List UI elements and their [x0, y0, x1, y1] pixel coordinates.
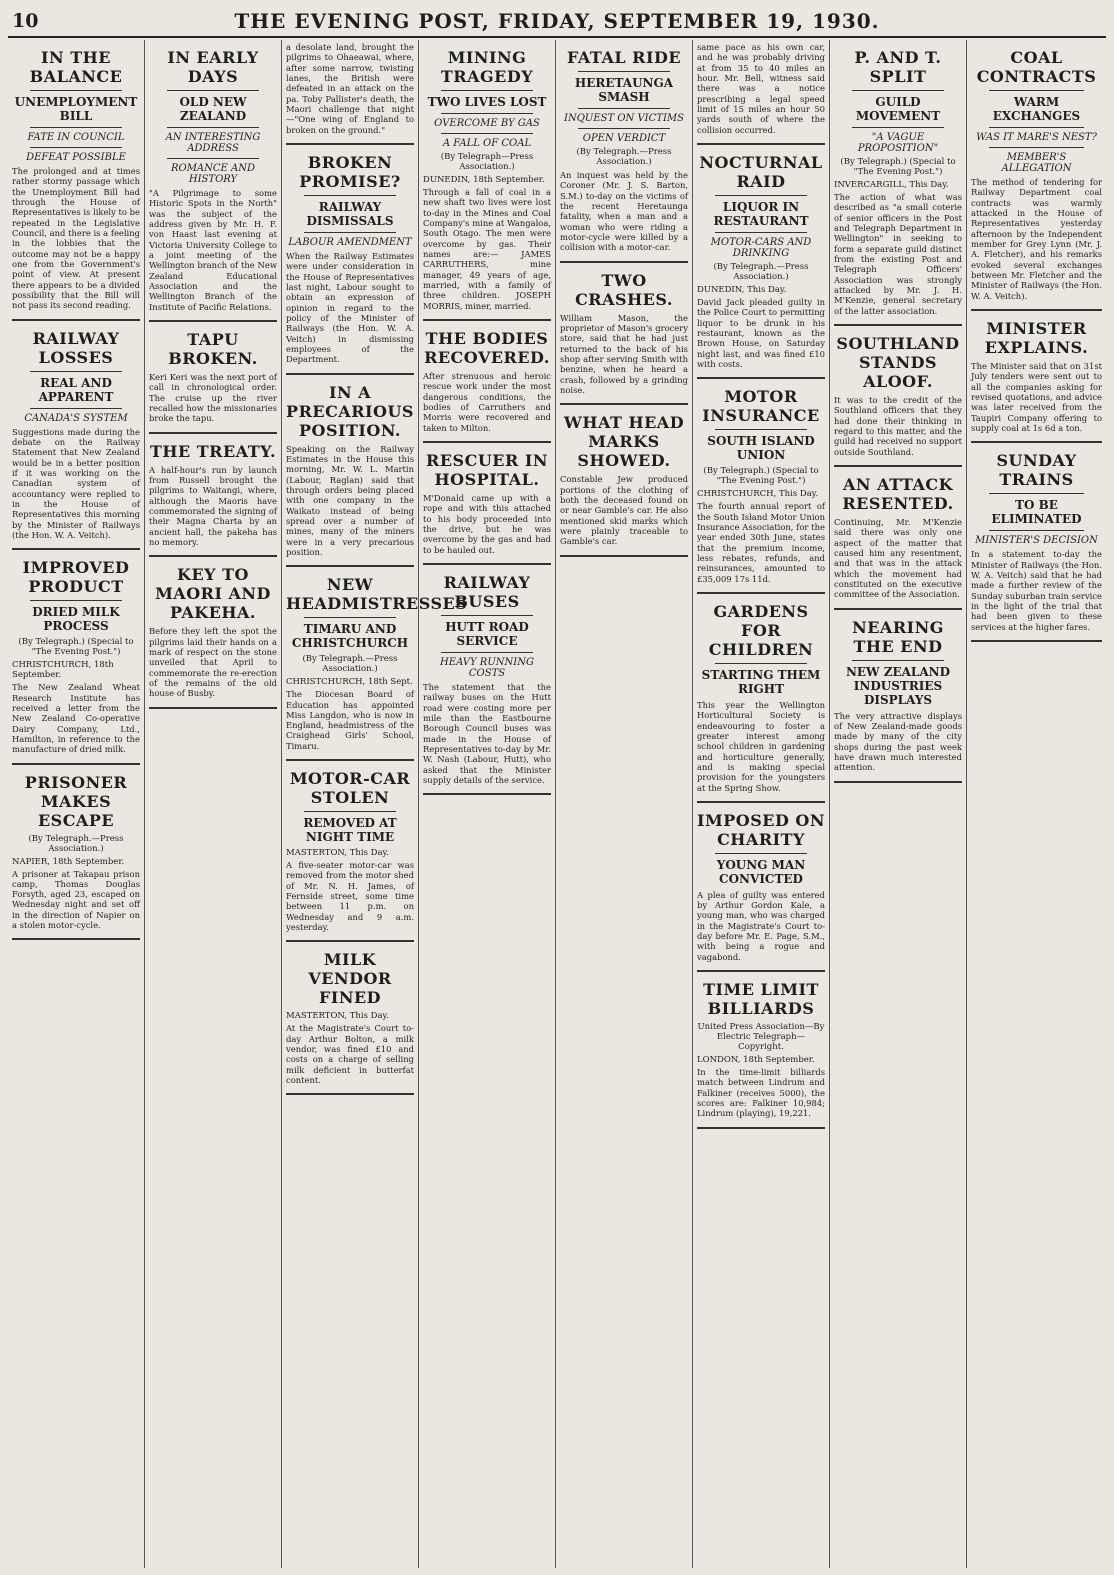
- article-body: Suggestions made during the debate on the Railway Statement that New Zealand would be in a better position if it was working on the Canadian system of accountancy were replied to in the House of Representatives this morning by the Minister of Railways (the Hon. W. A. Veitch).: [12, 426, 140, 540]
- heading-rule: [578, 108, 670, 109]
- article-body: The Minister said that on 31st July tenders were sent out to all the companies asking for revised quotations, and advice was later received from the Taupiri Company offering to supply coal at 1s 6d a ton.: [971, 360, 1102, 433]
- article-subheadline: OLD NEW ZEALAND: [179, 95, 247, 123]
- article-divider: [971, 640, 1102, 642]
- article-headline: NEARING THE END: [852, 617, 944, 656]
- article-divider: [286, 940, 414, 942]
- newspaper-column: [281, 40, 468, 1568]
- article-subheadline: FATE IN COUNCIL: [27, 132, 125, 143]
- article-divider: [834, 324, 962, 326]
- article: [12, 329, 140, 551]
- article: [834, 475, 962, 610]
- article: [149, 442, 277, 558]
- article-divider: [149, 432, 277, 434]
- article: [149, 48, 277, 322]
- article-headline: MINISTER EXPLAINS.: [984, 318, 1089, 357]
- article-headline: MOTOR INSURANCE: [702, 387, 820, 426]
- article-body: Constable Jew produced portions of the clothing of both the deceased found on or near Gamble's car. He also mentioned skid marks which were plainly traceable to Gamble's car.: [560, 474, 688, 547]
- article: [423, 329, 551, 443]
- article-subheadline: TWO LIVES LOST: [427, 95, 547, 109]
- article-headline: PRISONER MAKES ESCAPE: [24, 772, 128, 830]
- article: [286, 42, 414, 145]
- article: [423, 573, 551, 795]
- article-body: The statement that the railway buses on the Hutt road were costing more per mile than the Eastbourne Borough Council buses was made in the House of Representatives to-day by Mr. W. Nash (Labour, Hutt), who asked that the Minister supply details of the service.: [423, 681, 551, 785]
- article: [286, 383, 414, 568]
- article-headline: AN ATTACK RESENTED.: [842, 474, 954, 513]
- article-headline: COAL CONTRACTS: [976, 48, 1097, 86]
- article-body: A five-seater motor-car was removed from the motor shed of Mr. N. H. James, of Fernside street, some time between 11 p.m. on Wednesday and 9 a.m. yesterday.: [286, 860, 414, 933]
- article-divider: [697, 970, 825, 972]
- article: [12, 773, 140, 941]
- article-body: Speaking on the Railway Estimates in the House this morning, Mr. W. L. Martin (Labour, Raglan) said that through orders being placed with one company in the Waikato instead of being spread over a number of mines, many of the miners were in a very precarious position.: [286, 443, 414, 557]
- heading-rule: [30, 600, 122, 601]
- article-subheadline: TIMARU AND CHRISTCHURCH: [291, 622, 409, 651]
- article: [12, 48, 140, 321]
- article-headline: SUNDAY TRAINS: [996, 451, 1077, 490]
- article-subheadline: SOUTH ISLAND UNION: [707, 434, 815, 463]
- article-subheadline: INQUEST ON VICTIMS: [564, 113, 684, 124]
- article-body: When the Railway Estimates were under consideration in the House of Representatives last night, Labour sought to obtain an expression of opinion in regard to the policy of the Minister of Railways (the Hon. W. A. Veitch) in dismissing employees of the Department.: [286, 250, 414, 365]
- article-subheadline: OVERCOME BY GAS: [434, 118, 540, 129]
- heading-rule: [30, 408, 122, 409]
- article-headline: IMPROVED PRODUCT: [22, 558, 130, 597]
- article-headline: GARDENS FOR CHILDREN: [708, 601, 814, 659]
- article-subheadline: UNEMPLOYMENT BILL: [14, 95, 138, 123]
- article-dateline: DUNEDIN, 18th September.: [423, 175, 545, 185]
- article-divider: [423, 793, 551, 795]
- heading-rule: [715, 195, 807, 196]
- article-body: In the time-limit billiards match between Lindrum and Falkiner (receives 5000), the scores are: Falkiner 10,984; Lindrum (playing), 19,221.: [697, 1067, 825, 1119]
- article-divider: [697, 1127, 825, 1129]
- article-divider: [149, 320, 277, 322]
- article: [149, 565, 277, 708]
- heading-rule: [715, 663, 807, 664]
- article: [697, 387, 825, 594]
- article-subheadline: HERETAUNGA SMASH: [574, 76, 674, 104]
- article-subheadline: YOUNG MAN CONVICTED: [716, 857, 806, 886]
- article-subheadline: CANADA'S SYSTEM: [24, 412, 128, 424]
- article-subheadline: DRIED MILK PROCESS: [32, 605, 120, 634]
- heading-rule: [441, 113, 533, 114]
- article-dateline: CHRISTCHURCH, 18th Sept.: [286, 677, 413, 688]
- article-divider: [834, 465, 962, 467]
- article-headline: NOCTURNAL RAID: [699, 152, 823, 191]
- article-body: An inquest was held by the Coroner (Mr. J. S. Barton, S.M.) to-day on the victims of the recent Heretaunga fatality, when a man and a woman who were riding a motor-cycle were killed by a collision with a motor-car.: [560, 170, 688, 253]
- article-body: Through a fall of coal in a new shaft two lives were lost to-day in the Mines and Coal Company's mine at Wangaloa, South Otago. The men were overcome by gas. Their names are:— JAMES CARRUTHERS, mine manager, 49 years of age, married, with a family of three children. JOSEPH MORRIS, miner, married.: [423, 187, 551, 311]
- heading-rule: [441, 133, 533, 134]
- article: [697, 980, 825, 1129]
- article-divider: [286, 1093, 414, 1095]
- article-divider: [697, 143, 825, 145]
- heading-rule: [715, 853, 807, 854]
- article-headline: KEY TO MAORI AND PAKEHA.: [155, 565, 271, 623]
- article-divider: [697, 592, 825, 594]
- article-headline: NEW HEADMISTRESSES: [286, 575, 468, 614]
- article-headline: IMPOSED ON CHARITY: [697, 810, 825, 849]
- article-byline: (By Telegraph—Press Association.): [440, 152, 534, 172]
- article-body: A half-hour's run by launch from Russell brought the pilgrims to Waitangi, where, although the Maoris have commemorated the signing of their Magna Charta by an ancient hall, the pakeha has no memory.: [149, 464, 277, 547]
- article: [697, 42, 825, 145]
- article-body: Continuing, Mr. M'Kenzie said there was only one aspect of the matter that caused him any resentment, and that was in the attack which the movement had constituted on the executive committee of the Association.: [834, 516, 962, 600]
- article: [971, 451, 1102, 642]
- article-headline: WHAT HEAD MARKS SHOWED.: [563, 413, 685, 471]
- article-divider: [286, 143, 414, 145]
- article: [834, 48, 962, 326]
- article-dateline: CHRISTCHURCH, 18th September.: [12, 660, 114, 681]
- article-body: In a statement to-day the Minister of Railways (the Hon. W. A. Veitch) said that he had made a further review of the Sunday suburban train service in the light of the trial that had been given to these services at the higher fares.: [971, 549, 1102, 632]
- article: [286, 950, 414, 1095]
- heading-rule: [304, 195, 396, 196]
- article-subheadline: NEW ZEALAND INDUSTRIES DISPLAYS: [845, 664, 951, 707]
- article: [423, 451, 551, 565]
- article-subheadline: LIQUOR IN RESTAURANT: [713, 199, 809, 228]
- article-body: David Jack pleaded guilty in the Police Court to permitting liquor to be drunk in his restaurant, known as the Brown House, on Saturday night last, and was fined £10 with costs.: [697, 296, 825, 369]
- article-body: A plea of guilty was entered by Arthur Gordon Kale, a young man, who was charged in the Magistrate's Court to-day before Mr. E. Page, S.M., with being a rogue and vagabond.: [697, 889, 825, 962]
- article-subheadline: DEFEAT POSSIBLE: [26, 152, 126, 163]
- article: [12, 558, 140, 764]
- article-headline: FATAL RIDE: [566, 48, 682, 67]
- article: [834, 334, 962, 467]
- article-headline: RAILWAY LOSSES: [32, 328, 120, 367]
- heading-rule: [30, 90, 122, 91]
- article-headline: SOUTHLAND STANDS ALOOF.: [836, 333, 960, 391]
- article: [560, 48, 688, 263]
- article: [560, 271, 688, 406]
- article-subheadline: REMOVED AT NIGHT TIME: [303, 816, 397, 845]
- article-body: The fourth annual report of the South Island Motor Union Insurance Association, for the year ended 30th June, states that the premium income, less rebates, refunds, and reinsurances, amounted to £35,009 17s 11d.: [697, 501, 825, 584]
- article-body: Keri Keri was the next port of call in chronological order. The cruise up the river recalled how the missionaries broke the tapu.: [149, 371, 277, 424]
- article-divider: [12, 938, 140, 940]
- article-divider: [149, 707, 277, 709]
- article-headline: IN THE BALANCE: [29, 48, 123, 86]
- article-body: The method of tendering for Railway Department coal contracts was warmly attacked in the House of Representatives yesterday afternoon by the Independent member for Grey Lynn (Mr. J. A. Fletcher), and his remarks evoked several exchanges between Mr. Fletcher and the Minister of Railways (the Hon. W. A. Veitch).: [971, 177, 1102, 301]
- article-subheadline: "A VAGUE PROPOSITION": [857, 132, 939, 154]
- masthead: [8, 6, 1106, 38]
- article-subheadline: ROMANCE AND HISTORY: [170, 163, 256, 185]
- article: [286, 575, 468, 761]
- article-headline: MINING TRAGEDY: [440, 48, 534, 86]
- heading-rule: [989, 90, 1084, 91]
- heading-rule: [852, 127, 944, 128]
- article-body: Before they left the spot the pilgrims laid their hands on a mark of respect on the stone unveiled that April to commemorate the re-erection of the remains of the old house of Busby.: [149, 626, 277, 699]
- article-body: After strenuous and heroic rescue work under the most dangerous conditions, the bodies of Carruthers and Morris were recovered and taken to Milton.: [423, 370, 551, 433]
- article-byline: (By Telegraph.—Press Association.): [576, 147, 672, 167]
- article-byline: (By Telegraph.—Press Association.): [302, 654, 398, 675]
- article-headline: RAILWAY BUSES: [443, 572, 531, 611]
- article-divider: [834, 781, 962, 783]
- article-divider: [971, 441, 1102, 443]
- article-headline: TAPU BROKEN.: [168, 329, 258, 368]
- article-divider: [286, 759, 414, 761]
- article: [286, 153, 414, 375]
- article-headline: MOTOR-CAR STOLEN: [289, 769, 411, 808]
- article-subheadline: RAILWAY DISMISSALS: [306, 199, 394, 228]
- article-divider: [12, 548, 140, 550]
- article-headline: IN EARLY DAYS: [167, 48, 259, 86]
- heading-rule: [167, 127, 259, 128]
- article-dateline: LONDON, 18th September.: [697, 1055, 815, 1066]
- heading-rule: [715, 232, 807, 233]
- article-byline: (By Telegraph.—Press Association.): [713, 261, 809, 282]
- article: [560, 413, 688, 556]
- heading-rule: [989, 493, 1084, 494]
- article-headline: MILK VENDOR FINED: [308, 950, 392, 1008]
- article-body: At the Magistrate's Court to-day Arthur Bolton, a milk vendor, was fined £10 and costs on a charge of selling milk deficient in butterfat content.: [286, 1023, 414, 1086]
- heading-rule: [715, 429, 807, 430]
- heading-rule: [989, 147, 1084, 148]
- article-divider: [423, 563, 551, 565]
- article-byline: United Press Association—By Electric Telegraph—Copyright.: [697, 1022, 825, 1053]
- newspaper-column: [418, 40, 555, 1568]
- article-subheadline: GUILD MOVEMENT: [855, 95, 941, 123]
- article: [971, 319, 1102, 443]
- heading-rule: [578, 71, 670, 72]
- article-subheadline: STARTING THEM RIGHT: [701, 667, 821, 696]
- newspaper-column: [555, 40, 692, 1568]
- article-subheadline: AN INTERESTING ADDRESS: [165, 132, 261, 154]
- article-body: a desolate land, brought the pilgrims to Ohaeawai, where, after some narrow, twisting lanes, the British were defeated in an attack on the pa. Toby Pallister's death, the Maori challenge that night—"One wing of England to broken on the ground.": [286, 42, 414, 135]
- heading-rule: [30, 127, 122, 128]
- article-divider: [697, 377, 825, 379]
- article-divider: [149, 555, 277, 557]
- newspaper-column: [692, 40, 829, 1568]
- heading-rule: [441, 615, 533, 616]
- article: [697, 811, 825, 972]
- article-divider: [834, 608, 962, 610]
- article-divider: [697, 801, 825, 803]
- newspaper-title: THE EVENING POST, FRIDAY, SEPTEMBER 19, 1930.: [234, 9, 880, 33]
- article-body: The Diocesan Board of Education has appointed Miss Langdon, who is now in England, headmistress of the Craighead Girls' School, Timaru.: [286, 689, 414, 751]
- newspaper-columns: [8, 40, 1106, 1568]
- heading-rule: [30, 371, 122, 372]
- article-subheadline: WAS IT MARE'S NEST?: [976, 132, 1097, 143]
- heading-rule: [441, 652, 533, 653]
- article: [423, 48, 551, 321]
- newspaper-column: [829, 40, 966, 1568]
- article-headline: THE BODIES RECOVERED.: [424, 328, 550, 367]
- article-subheadline: OPEN VERDICT: [582, 133, 666, 144]
- article-body: The prolonged and at times rather stormy passage which the Unemployment Bill had through the House of Representatives is likely to be repeated in the Legislative Council, and there is a feeling in the lobbies that the outcome may not be a happy one from the Government's point of view. At present there appears to be a divided possibility that the Bill will not pass its second reading.: [12, 166, 140, 311]
- article-subheadline: MEMBER'S ALLEGATION: [1001, 152, 1072, 174]
- page-number: 10: [12, 10, 39, 32]
- article-headline: THE TREATY.: [149, 441, 277, 461]
- article-body: A prisoner at Takapau prison camp, Thomas Douglas Forsyth, aged 23, escaped on Wednesday night and set off in the direction of Napier on a stolen motor-cycle.: [12, 868, 140, 931]
- article-subheadline: A FALL OF COAL: [442, 138, 532, 149]
- heading-rule: [989, 530, 1084, 531]
- article-subheadline: HEAVY RUNNING COSTS: [440, 656, 534, 679]
- article-body: The very attractive displays of New Zealand-made goods made by many of the city shops during the past week have drawn much interested attention.: [834, 710, 962, 773]
- article-divider: [286, 565, 414, 567]
- article-byline: (By Telegraph.) (Special to "The Evening Post."): [703, 466, 819, 487]
- article-subheadline: HUTT ROAD SERVICE: [445, 619, 529, 648]
- newspaper-column: [144, 40, 281, 1568]
- article-body: William Mason, the proprietor of Mason's grocery store, said that he had just returned to the back of his shop after serving Smith with benzine, when he heard a crash, followed by a grinding noise.: [560, 312, 688, 395]
- article-headline: P. AND T. SPLIT: [854, 48, 942, 86]
- heading-rule: [989, 127, 1084, 128]
- article-headline: IN A PRECARIOUS POSITION.: [286, 382, 414, 440]
- article-body: It was to the credit of the Southland officers that they had done their thinking in regard to this matter, and the guild had received no support outside Southland.: [834, 394, 962, 457]
- article-subheadline: MINISTER'S DECISION: [975, 535, 1098, 547]
- article: [149, 330, 277, 434]
- article-body: The New Zealand Wheat Research Institute has received a letter from the New Zealand Co-operative Dairy Company, Ltd., Hamilton, in reference to the manufacture of dried milk.: [12, 682, 140, 755]
- article-body: M'Donald came up with a rope and with this attached to his body proceeded into the drive, but he was overcome by the gas and had to be hauled out.: [423, 492, 551, 555]
- article-divider: [971, 309, 1102, 311]
- article-subheadline: WARM EXCHANGES: [992, 95, 1081, 123]
- article-byline: (By Telegraph.—Press Association.): [28, 833, 124, 854]
- article-subheadline: TO BE ELIMINATED: [991, 498, 1082, 527]
- article-divider: [286, 373, 414, 375]
- article-divider: [560, 555, 688, 557]
- article-dateline: DUNEDIN, This Day.: [697, 284, 787, 295]
- article-subheadline: LABOUR AMENDMENT: [288, 236, 412, 248]
- heading-rule: [578, 128, 670, 129]
- article-divider: [423, 319, 551, 321]
- article-body: This year the Wellington Horticultural Society is endeavouring to foster a greater interest among school children in gardening and horticulture generally, and is making special provision for the youngsters at the Spring Show.: [697, 699, 825, 793]
- article: [834, 618, 962, 783]
- article-body: "A Pilgrimage to some Historic Spots in the North" was the subject of the address given by Mr. H. F. von Haast last evening at Victoria University College to a joint meeting of the Wellington branch of the New Zealand Educational Association and the Wellington Branch of the Institute of Pacific Relations.: [149, 188, 277, 312]
- article-subheadline: MOTOR-CARS AND DRINKING: [710, 236, 812, 259]
- article-dateline: NAPIER, 18th September.: [12, 856, 125, 867]
- article: [286, 769, 414, 942]
- heading-rule: [30, 147, 122, 148]
- article-byline: (By Telegraph.) (Special to "The Evening Post."): [840, 157, 956, 177]
- article-divider: [560, 403, 688, 405]
- article-dateline: MASTERTON, This Day.: [286, 1011, 389, 1022]
- article: [971, 48, 1102, 311]
- article-divider: [12, 319, 140, 321]
- newspaper-column: [8, 40, 144, 1568]
- article-headline: TWO CRASHES.: [575, 270, 673, 309]
- article-headline: BROKEN PROMISE?: [299, 152, 401, 191]
- heading-rule: [304, 617, 396, 618]
- article-divider: [423, 441, 551, 443]
- heading-rule: [167, 90, 259, 91]
- heading-rule: [304, 811, 396, 812]
- article-headline: TIME LIMIT BILLIARDS: [703, 980, 819, 1019]
- article-dateline: CHRISTCHURCH, This Day.: [697, 489, 819, 500]
- heading-rule: [167, 158, 259, 159]
- article-byline: (By Telegraph.) (Special to "The Evening Post."): [18, 637, 134, 658]
- heading-rule: [852, 660, 944, 661]
- heading-rule: [441, 90, 533, 91]
- article-body: same pace as his own car, and he was probably driving at from 35 to 40 miles an hour. Mr. Bell, witness said there was a notice prescribing a legal speed limit of 15 miles an hour 50 yards south of where the collision occurred.: [697, 42, 825, 135]
- article-body: The action of what was described as "a small coterie of senior officers in the Post and Telegraph Department in Wellington" in seeking to form a separate guild distinct from the existing Post and Telegraph Officers' Association was strongly attacked by Mr. J. H. M'Kenzie, general secretary of the latter association.: [834, 192, 962, 316]
- heading-rule: [852, 90, 944, 91]
- heading-rule: [304, 232, 396, 233]
- article-dateline: MASTERTON, This Day.: [286, 848, 389, 859]
- article-subheadline: REAL AND APPARENT: [38, 375, 114, 404]
- article: [697, 153, 825, 379]
- article-divider: [12, 763, 140, 765]
- article-headline: RESCUER IN HOSPITAL.: [426, 450, 548, 489]
- article-dateline: INVERCARGILL, This Day.: [834, 180, 949, 190]
- newspaper-column: [966, 40, 1106, 1568]
- article: [697, 602, 825, 803]
- article-divider: [560, 261, 688, 263]
